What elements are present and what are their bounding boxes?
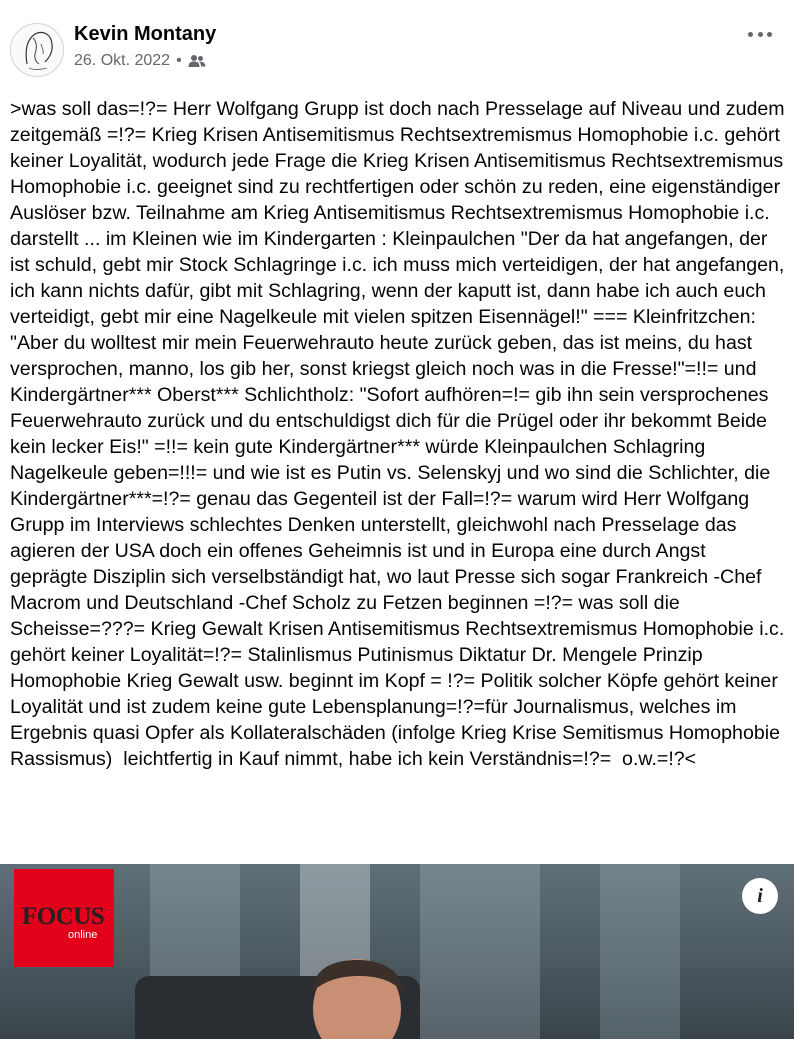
more-options-icon[interactable] bbox=[748, 24, 772, 44]
focus-online-logo bbox=[14, 869, 114, 967]
dot bbox=[767, 32, 772, 37]
post-image[interactable] bbox=[0, 864, 794, 1039]
info-icon[interactable]: i bbox=[742, 878, 778, 914]
logo-subtext: online bbox=[68, 929, 98, 941]
post-meta bbox=[74, 52, 206, 70]
friends-icon bbox=[188, 54, 206, 68]
post-body-text: >was soll das=!?= Herr Wolfgang Grupp ist doch nach Presselage auf Niveau und zudem zeitgemäß =!?= Krieg Krisen Antisemitismus Rechtsextremismus Homophobie i.c. gehört keiner Loyalität, wodurch jede Frage die Krieg Krisen Antisemitismus Rechtsextremismus Homophobie i.c. geeignet sind zu rechtfertigen oder schön zu reden, eine eigenständiger Auslöser bzw. Teilnahme am Krieg Antisemitismus Rechtsextremismus Homophobie i.c. darstellt ... im Kleinen wie im Kindergarten : Kleinpaulchen "Der da hat angefangen, der ist schuld, gebt mir Stock Schlagringe i.c. ich muss mich verteidigen, der hat angefangen, ich kann nichts dafür, gibt mit Schlagring, wenn der kaputt ist, dann habe ich auch euch verteidigt, gebt mir eine Nagelkeule mit vielen spitzen Eisennägel!" === Kleinfritzchen: "Aber du wolltest mir mein Feuerwehrauto heute zurück geben, das ist meins, du hast versprochen, manno, los gib her, sonst kriegst gleich noch was in die Fresse!"=!!= und Kindergärtner*** Oberst*** Schlichtholz: "Sofort aufhören=!= gib ihn sein versprochenes Feuerwehrauto zurück und du entschuldigst dich für die Prügel oder ihr bekommt Beide kein lecker Eis!" =!!= kein gute Kindergärtner*** würde Kleinpaulchen Schlagring Nagelkeule geben=!!!= und wie ist es Putin vs. Selenskyj und wo sind die Schlichter, die Kindergärtner***=!?= genau das Gegenteil ist der Fall=!?= warum wird Herr Wolfgang Grupp im Interviews schlechtes Denken unterstellt, gleichwohl nach Presselage das agieren der USA doch ein offenes Geheimnis ist und in Europa eine durch Angst geprägte Disziplin sich verselbständigt hat, wo laut Presse sich sogar Frankreich -Chef Macrom und Deutschland -Chef Scholz zu Fetzen beginnen =!?= was soll die Scheisse=???= Krieg Gewalt Krisen Antisemitismus Rechtsextremismus Homophobie i.c. gehört keiner Loyalität=!?= Stalinlismus Putinismus Diktatur Dr. Mengele Prinzip Homophobie Krieg Gewalt usw. beginnt im Kopf = !?= Politik solcher Köpfe gehört keiner Loyalität und ist zudem keine gute Lebensplanung=!?=für Journalismus, welches im Ergebnis quasi Opfer als Kollateralschäden (infolge Krieg Krise Semitismus Homophobie Rassismus) leichtfertig in Kauf nimmt, habe ich kein Verständnis=!?= o.w.=!?< bbox=[10, 98, 791, 770]
author-avatar[interactable] bbox=[10, 23, 64, 77]
meta-separator: • bbox=[176, 52, 182, 69]
author-name[interactable]: Kevin Montany bbox=[74, 23, 217, 45]
dot bbox=[758, 32, 763, 37]
dot bbox=[748, 32, 753, 37]
avatar-sketch-icon bbox=[11, 24, 63, 76]
logo-text: FOCUS bbox=[22, 903, 105, 930]
scene-figure bbox=[0, 864, 794, 1039]
post-header bbox=[0, 0, 794, 92]
post-date[interactable]: 26. Okt. 2022 bbox=[74, 52, 171, 69]
